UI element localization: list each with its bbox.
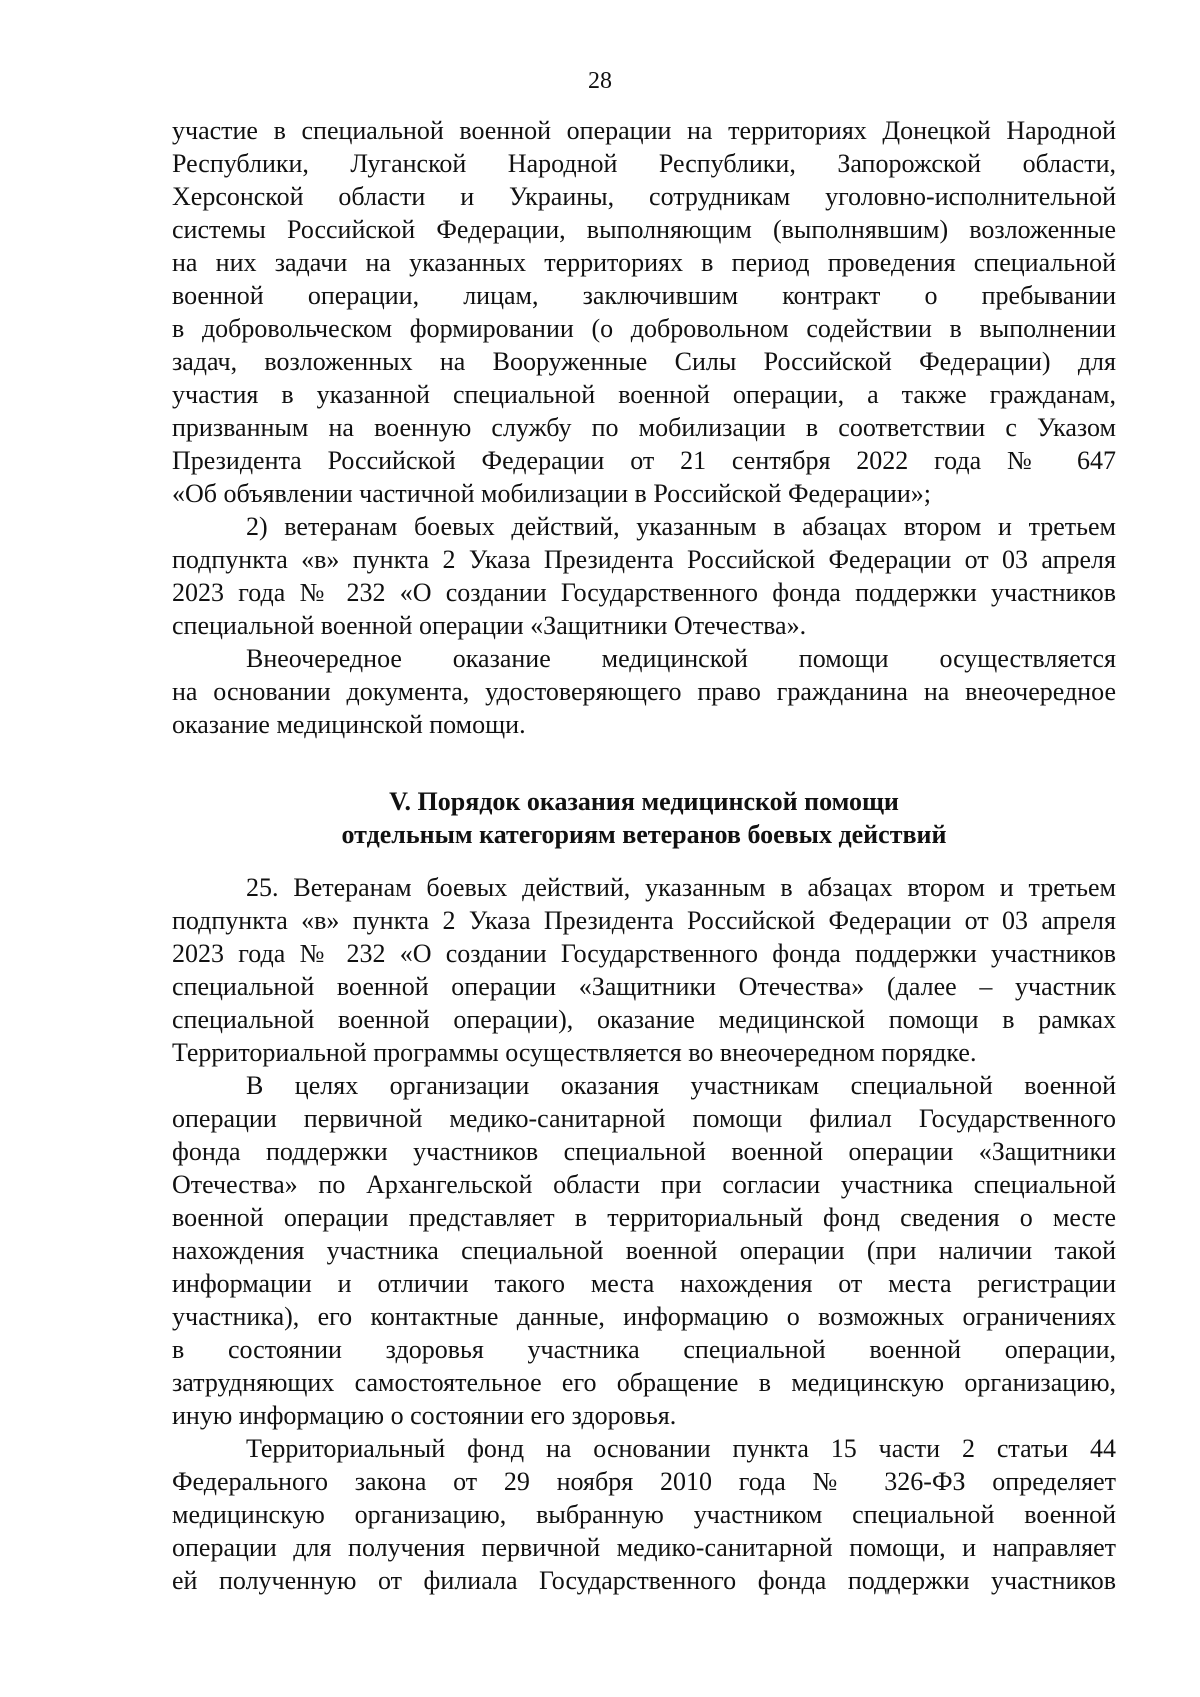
text-line: призванным на военную службу по мобилизации в соответствии с Указом: [172, 413, 1116, 442]
document-body: [172, 114, 1116, 1597]
paragraph-item-2: [172, 510, 1116, 642]
text-line: Отечества» по Архангельской области при согласии участника специальной: [172, 1170, 1116, 1199]
text-line: иную информацию о состоянии его здоровья.: [172, 1401, 677, 1430]
text-line: В целях организации оказания участникам специальной военной: [246, 1071, 1116, 1100]
paragraph-out-of-turn-basis: [172, 642, 1116, 741]
text-line: специальной военной операции «Защитники Отечества» (далее – участник: [172, 972, 1116, 1001]
text-line: Херсонской области и Украины, сотрудникам уголовно-исполнительной: [172, 182, 1116, 211]
section-heading: [172, 785, 1116, 851]
text-line: нахождения участника специальной военной операции (при наличии такой: [172, 1236, 1116, 1265]
text-line: 2023 года № 232 «О создании Государственного фонда поддержки участников: [172, 939, 1116, 968]
text-line: участника), его контактные данные, информацию о возможных ограничениях: [172, 1302, 1116, 1331]
paragraph-25: [172, 871, 1116, 1069]
text-line: Территориальной программы осуществляется во внеочередном порядке.: [172, 1038, 977, 1067]
text-line: военной операции, лицам, заключившим контракт о пребывании: [172, 281, 1116, 310]
text-line: ей полученную от филиала Государственного фонда поддержки участников: [172, 1566, 1116, 1595]
text-line: Внеочередное оказание медицинской помощи осуществляется: [246, 644, 1116, 673]
text-line: специальной военной операции «Защитники Отечества».: [172, 611, 807, 640]
text-line: специальной военной операции), оказание медицинской помощи в рамках: [172, 1005, 1116, 1034]
text-line: военной операции представляет в территориальный фонд сведения о месте: [172, 1203, 1116, 1232]
text-line: подпункта «в» пункта 2 Указа Президента Российской Федерации от 03 апреля: [172, 545, 1116, 574]
text-line: задач, возложенных на Вооруженные Силы Российской Федерации) для: [172, 347, 1116, 376]
text-line: операции первичной медико-санитарной помощи филиал Государственного: [172, 1104, 1116, 1133]
text-line: на них задачи на указанных территориях в период проведения специальной: [172, 248, 1116, 277]
text-line: 25. Ветеранам боевых действий, указанным в абзацах втором и третьем: [246, 873, 1116, 902]
text-line: на основании документа, удостоверяющего право гражданина на внеочередное: [172, 677, 1116, 706]
text-line: Федерального закона от 29 ноября 2010 года № 326-ФЗ определяет: [172, 1467, 1116, 1496]
text-line: подпункта «в» пункта 2 Указа Президента Российской Федерации от 03 апреля: [172, 906, 1116, 935]
text-line: 2) ветеранам боевых действий, указанным в абзацах втором и третьем: [246, 512, 1116, 541]
paragraph-fund-branch: [172, 1069, 1116, 1432]
paragraph-territorial-fund: [172, 1432, 1116, 1597]
text-line: «Об объявлении частичной мобилизации в Российской Федерации»;: [172, 479, 931, 508]
section-heading-line-2: отдельным категориям ветеранов боевых действий: [341, 820, 947, 849]
text-line: операции для получения первичной медико-санитарной помощи, и направляет: [172, 1533, 1116, 1562]
text-line: участия в указанной специальной военной операции, а также гражданам,: [172, 380, 1116, 409]
text-line: в состоянии здоровья участника специальной военной операции,: [172, 1335, 1116, 1364]
text-line: 2023 года № 232 «О создании Государственного фонда поддержки участников: [172, 578, 1116, 607]
text-line: Республики, Луганской Народной Республики, Запорожской области,: [172, 149, 1116, 178]
text-line: медицинскую организацию, выбранную участником специальной военной: [172, 1500, 1116, 1529]
section-heading-line-1: V. Порядок оказания медицинской помощи: [389, 787, 899, 816]
text-line: информации и отличии такого места нахождения от места регистрации: [172, 1269, 1116, 1298]
text-line: затрудняющих самостоятельное его обращение в медицинскую организацию,: [172, 1368, 1116, 1397]
text-line: в добровольческом формировании (о добровольном содействии в выполнении: [172, 314, 1116, 343]
paragraph-participants-list-end: [172, 114, 1116, 510]
text-line: оказание медицинской помощи.: [172, 710, 526, 739]
text-line: системы Российской Федерации, выполняющим (выполнявшим) возложенные: [172, 215, 1116, 244]
text-line: участие в специальной военной операции на территориях Донецкой Народной: [172, 116, 1116, 145]
text-line: Президента Российской Федерации от 21 сентября 2022 года № 647: [172, 446, 1116, 475]
text-line: фонда поддержки участников специальной военной операции «Защитники: [172, 1137, 1116, 1166]
text-line: Территориальный фонд на основании пункта 15 части 2 статьи 44: [246, 1434, 1116, 1463]
page-number: 28: [588, 68, 612, 94]
